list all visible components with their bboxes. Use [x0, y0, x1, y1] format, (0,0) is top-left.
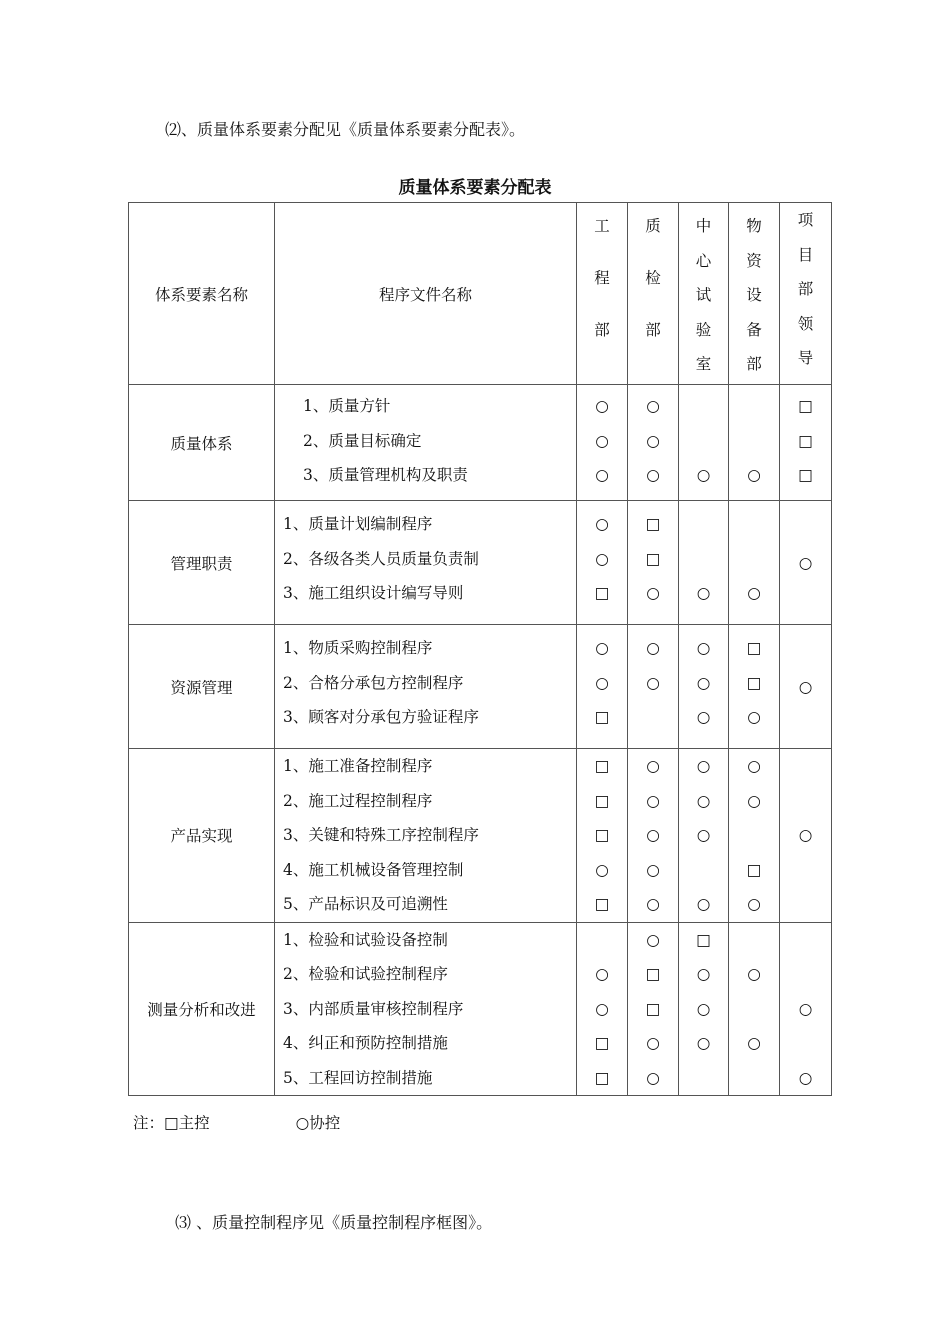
procedure-item: 1、质量计划编制程序: [283, 515, 433, 533]
allocation-table: [128, 202, 832, 1096]
mark-cell-leader: ○: [780, 501, 832, 625]
header-element-name: 体系要素名称: [129, 203, 275, 385]
procedure-item: 2、质量目标确定: [303, 431, 422, 450]
procedure-item: 1、检验和试验设备控制: [283, 930, 448, 949]
table-row: [129, 625, 832, 749]
procedure-cell: [275, 749, 577, 923]
procedure-item: 1、施工准备控制程序: [283, 757, 433, 775]
mark-cell-leader: ○: [780, 749, 832, 923]
procedure-cell: [275, 625, 577, 749]
mark-cell: ○ ○ ○: [628, 385, 679, 501]
mark-cell: □ □ ○: [729, 625, 780, 749]
next-paragraph: ⑶ 、质量控制程序见《质量控制程序框图》。: [175, 1213, 493, 1232]
procedure-cell: [275, 501, 577, 625]
header-row: [129, 203, 832, 385]
procedure-item: 3、施工组织设计编写导则: [283, 584, 464, 602]
procedure-item: 3、质量管理机构及职责: [303, 466, 468, 484]
header-dept-engineering: [577, 203, 628, 385]
header-dept-central-lab: [679, 203, 729, 385]
vertical-label: 项 目 部 领 导: [797, 211, 814, 367]
mark-cell: ○ ○ □ ○: [729, 749, 780, 923]
note-assist-control: ○协控: [295, 1114, 341, 1132]
table-row: [129, 922, 832, 1096]
procedure-item: 5、工程回访控制措施: [283, 1068, 433, 1087]
mark-cell: ○ ○: [628, 625, 679, 749]
procedure-item: 4、施工机械设备管理控制: [283, 860, 464, 879]
note-main-control: □主控: [164, 1114, 210, 1132]
intro-paragraph: ⑵、质量体系要素分配见《质量体系要素分配表》。: [165, 120, 526, 139]
mark-cell: ○: [729, 385, 780, 501]
mark-cell: ○ ○ ○: [679, 625, 729, 749]
table-row: [129, 501, 832, 625]
header-dept-materials-equipment: [729, 203, 780, 385]
procedure-cell: [275, 922, 577, 1096]
mark-cell: ○: [679, 385, 729, 501]
element-cell: 产品实现: [129, 749, 275, 923]
mark-cell: □ □ □ ○ □: [577, 749, 628, 923]
mark-cell: ○: [729, 501, 780, 625]
mark-cell: ○: [679, 501, 729, 625]
mark-cell-leader: ○: [780, 625, 832, 749]
header-procedure-name: 程序文件名称: [275, 203, 577, 385]
vertical-label: 质 检 部: [645, 217, 661, 339]
mark-cell: ○ ○ ○: [577, 385, 628, 501]
procedure-item: 1、物质采购控制程序: [283, 639, 433, 657]
mark-cell: ○ □ □ ○ ○: [628, 922, 679, 1096]
element-cell: 质量体系: [129, 385, 275, 501]
procedure-item: 3、顾客对分承包方验证程序: [283, 708, 479, 726]
procedure-item: 4、纠正和预防控制措施: [283, 1034, 448, 1052]
table-title: 质量体系要素分配表: [398, 178, 552, 198]
procedure-item: 3、关键和特殊工序控制程序: [283, 826, 479, 844]
procedure-item: 1、质量方针: [303, 397, 391, 415]
procedure-cell: [275, 385, 577, 501]
note-prefix: 注：: [133, 1114, 165, 1132]
mark-cell: □ □ □: [780, 385, 832, 501]
procedure-item: 2、施工过程控制程序: [283, 791, 433, 810]
vertical-label: 工 程 部: [594, 217, 610, 339]
mark-cell: ○ ○ □ □: [577, 922, 628, 1096]
procedure-item: 2、各级各类人员质量负责制: [283, 549, 479, 568]
procedure-item: 2、检验和试验控制程序: [283, 965, 448, 983]
mark-cell: □ □ ○: [628, 501, 679, 625]
element-cell: 资源管理: [129, 625, 275, 749]
mark-cell: ○ ○ ○ ○ ○: [628, 749, 679, 923]
procedure-item: 3、内部质量审核控制程序: [283, 999, 464, 1018]
mark-cell: ○ ○ □: [577, 501, 628, 625]
vertical-label: 物 资 设 备 部: [746, 217, 762, 373]
mark-cell: ○ ○ □: [577, 625, 628, 749]
mark-cell: ○ ○ ○ ○: [679, 749, 729, 923]
procedure-item: 5、产品标识及可追溯性: [283, 895, 448, 913]
mark-cell: □ ○ ○ ○: [679, 922, 729, 1096]
table-row: [129, 385, 832, 501]
element-cell: 管理职责: [129, 501, 275, 625]
mark-cell: ○ ○: [780, 922, 832, 1096]
table-row: [129, 749, 832, 923]
legend-note: [133, 1111, 340, 1133]
element-cell: 测量分析和改进: [129, 922, 275, 1096]
header-dept-quality-inspection: [628, 203, 679, 385]
header-dept-project-leadership: [780, 203, 832, 385]
vertical-label: 中 心 试 验 室: [695, 217, 712, 373]
procedure-item: 2、合格分承包方控制程序: [283, 673, 464, 692]
mark-cell: ○ ○: [729, 922, 780, 1096]
